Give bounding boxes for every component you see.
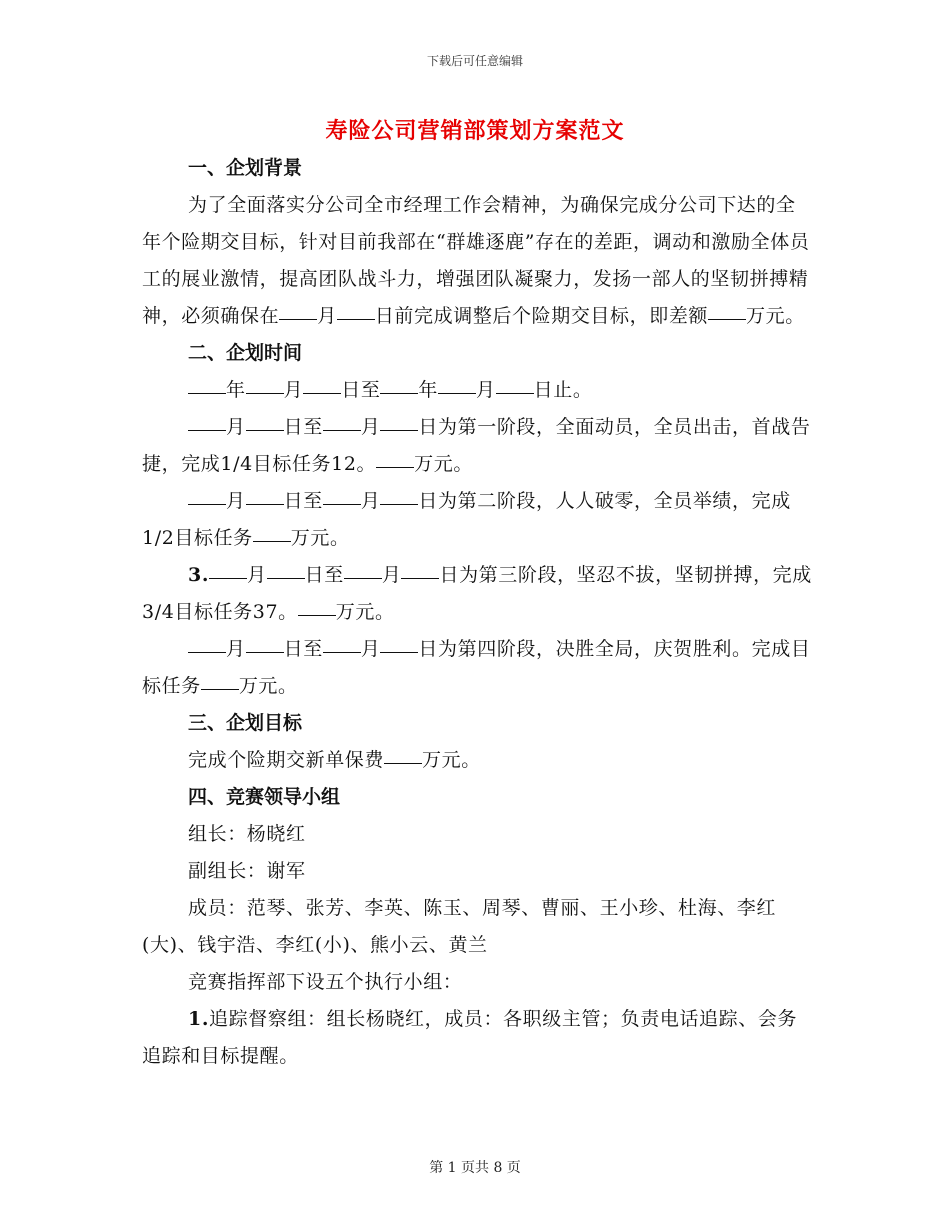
paragraph-stage-3: 3. 月 日至 月 日为第三阶段，坚忍不拔，坚韧拼搏，完成3/4目标任务37。 万元。 (142, 564, 812, 623)
page-footer: 第 1 页共 8 页 (429, 1160, 521, 1176)
paragraph-goal: 完成个险期交新单保费 万元。 (188, 749, 481, 771)
heading-background: 一、企划背景 (188, 157, 303, 179)
paragraph-stage-4: 月 日至 月 日为第四阶段，决胜全局，庆贺胜利。完成目标任务 万元。 (142, 638, 811, 697)
paragraph-stage-2: 月 日至 月 日为第二阶段，人人破零，全员举绩，完成1/2目标任务 万元。 (142, 490, 791, 549)
heading-leadership: 四、竞赛领导小组 (188, 786, 341, 808)
paragraph-time-range: 年 月 日至 年 月 日止。 (142, 372, 812, 409)
blank (279, 318, 317, 320)
blank (337, 318, 375, 320)
paragraph-background: 为了全面落实分公司全市经理工作会精神，为确保完成分公司下达的全年个险期交目标，针对目前我部在“群雄逐鹿”存在的差距，调动和激励全体员工的展业激情，提高团队战斗力，增强团队凝聚力，发扬一部人的坚韧拼搏精神，必须确保在 月 日前完成调整后个险期交目标，即差额 万元。 (142, 194, 810, 327)
paragraph-groups-intro: 竞赛指挥部下设五个执行小组： (188, 971, 463, 993)
paragraph-group-1: 1.追踪督察组：组长杨晓红，成员：各职级主管；负责电话追踪、会务追踪和目标提醒。 (142, 1008, 798, 1067)
paragraph-stage-1: 月 日至 月 日为第一阶段，全面动员，全员出击，首战告捷，完成1/4目标任务12。 万元。 (142, 416, 811, 475)
page-header: 下载后可任意编辑 (426, 54, 523, 68)
heading-time: 二、企划时间 (188, 342, 303, 364)
document-body (142, 150, 812, 1075)
heading-goal: 三、企划目标 (188, 712, 303, 734)
paragraph-leader: 组长：杨晓红 (188, 823, 306, 845)
blank (708, 318, 746, 320)
paragraph-members: 成员：范琴、张芳、李英、陈玉、周琴、曹丽、王小珍、杜海、李红(大)、钱宇浩、李红(小)、熊小云、黄兰 (142, 897, 777, 956)
document-title: 寿险公司营销部策划方案范文 (325, 118, 625, 144)
paragraph-vice-leader: 副组长：谢军 (188, 860, 306, 882)
